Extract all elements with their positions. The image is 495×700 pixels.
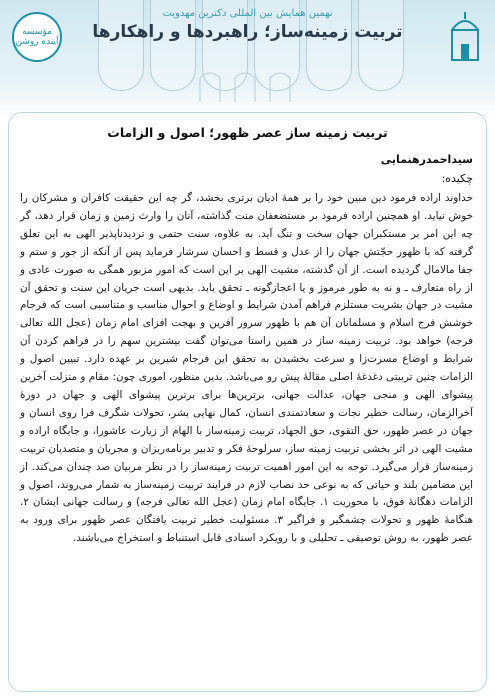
- article-title: تربیت زمینه ساز عصر ظهور؛ اصول و الزامات: [107, 125, 388, 140]
- institute-logo-text: مؤسسه آینده روشن: [15, 27, 59, 47]
- conference-header: [0, 0, 495, 118]
- conference-title: تربیت زمینه‌ساز؛ راهبردها و راهکارها: [92, 22, 403, 42]
- abstract-label: چکیده:: [441, 172, 473, 185]
- abstract-body: [20, 190, 473, 548]
- abstract-paragraph: خداوند اراده فرمود دین مبین خود را بر همهٔ ادیان برتری بخشد، گر چه این حقیقت کافران و مشرکان را خوش نیاید. او همچنین اراده فرمود بر مستضعفان منت گذاشته، آنان را وارث زمین و زمان قرار دهد، گر چه این امر بر مستکبران جهان سخت و تنگ آید. به علاوه، سنت حتمی و تردیدناپذیر الهی به این تعلق گرفته که با ظهور حجّتش جهان را از عدل و قسط و احسان سرشار فرماید پس از آنکه از جور و ستم و جفا مالامال گردیده است. از آن گذشته، مشیت الهی بر این است که امور مزبور همگی به صورت عادی و از راه متعارف ـ و نه به طور مرموز و یا اعجازگونه ـ تحقق یابد. بدیهی است جریان این سنت و تحقق آن مشیت در جهان بشریت مستلزم فراهم آمدن شرایط و اوضاع و احوال مناسب و متناسبی است که فرجام خوشش فرج اسلام و مسلمانان آن هم با ظهور سرور آفرین و بهجت افزای امام زمان (عجل الله تعالی فرجه) خواهد بود. تربیت زمینه ساز در همین راستا می‌توان گفت بیشترین سهم را در فراهم کردن آن شرایط و اوضاع مسرت‌زا و سرعت بخشیدن به تحقق این فرجام شیرین بر عهده دارد. تبیین اصول و الزامات چنین تربیتی دغدغهٔ اصلی مقالهٔ پیش رو می‌باشد. بدین منظور، اموری چون: مقام و منزلت آخرین پیشوای الهی و منجی جهان، عدالت جهانی، برترین‌ها برای برترین پیشوای الهی و جهان در دورهٔ آخرالزمان، رسالت خطیر نجات و سعادتمندی انسان، کمال نهایی بشر، تحولات شگرف فرا روی انسان و جهان در عصر ظهور، حق التقوی، حق الجهاد، تربیت زمینه‌ساز با الهام از زیارت عاشورا، و جایگاه اراده و مشیت الهی در اثر بخشی تربیت زمینه ساز، سرلوحهٔ فکر و تدبیر برنامه‌ریزان و مجریان و متصدیان تربیت زمینه‌ساز قرار می‌گیرد. توجه به این امور اهمیت تربیت زمینه‌ساز را در نظر مربیان صد چندان می‌کند. از این مضامین بلند و حیاتی که به نوعی حد نصاب لازم در فرایند تربیت زمینه‌ساز به شمار می‌روند، اصول و الزامات دهگانهٔ فوق، با محوریت ۱. جایگاه امام زمان (عجل الله تعالی فرجه) و رسالت جهانی ایشان ۲. هنگامهٔ ظهور و تحولات چشمگیر و فراگیر ۳. مسئولیت خطیر تربیت یافتگان عصر ظهور برای ورود به عصر ظهور، به روش توصیفی ـ تحلیلی و با رویکرد اسنادی قابل استنباط و استخراج می‌باشند.: [20, 192, 473, 545]
- mosque-icon: [448, 10, 482, 62]
- conference-subtitle: نهمین همایش بین المللی دکترین مهدویت: [162, 8, 333, 19]
- ornament-icon: [190, 66, 310, 106]
- conference-logo: [447, 8, 483, 62]
- author-name: سیداحمدرهنمایی: [380, 153, 473, 166]
- institute-logo: [12, 12, 62, 62]
